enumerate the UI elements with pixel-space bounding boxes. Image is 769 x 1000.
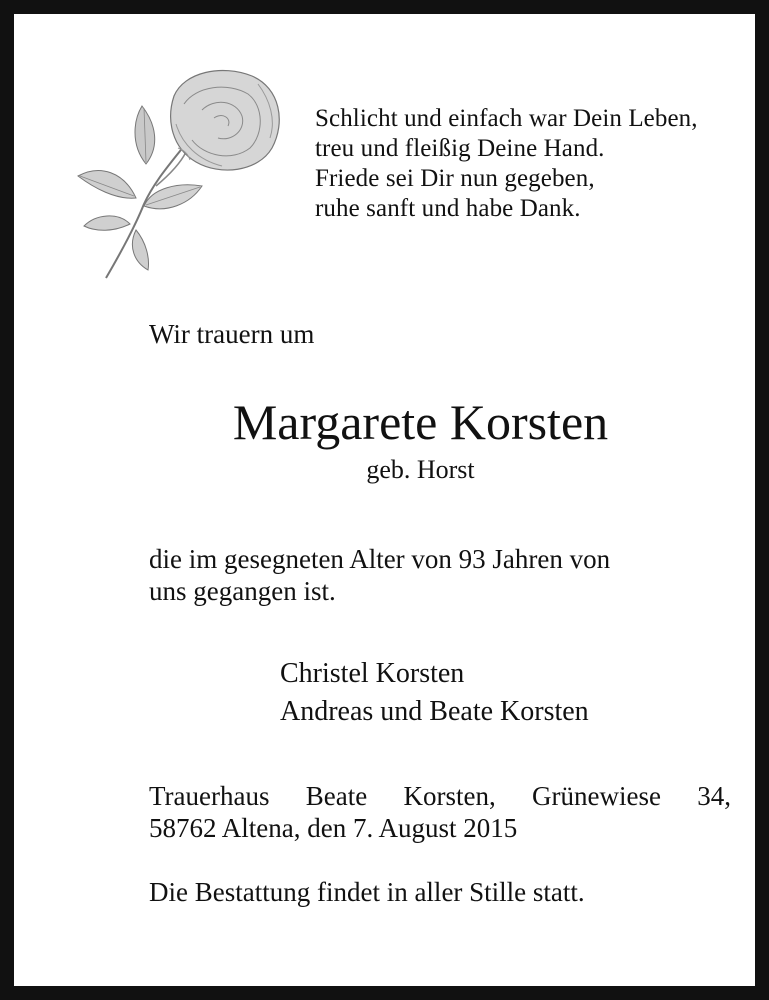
deceased-name: Margarete Korsten [232, 394, 609, 450]
poem-line: ruhe sanft und habe Dank. [315, 195, 581, 222]
rose-icon [72, 64, 287, 282]
mourner-name: Andreas und Beate Korsten [280, 696, 589, 727]
memorial-poem [315, 104, 698, 224]
poem-line: Schlicht und einfach war Dein Leben, [315, 105, 698, 132]
address-line: 58762 Altena, den 7. August 2015 [149, 813, 518, 843]
poem-line: Friede sei Dir nun gegeben, [315, 165, 595, 192]
funeral-note: Die Bestattung findet in aller Stille statt. [149, 877, 585, 907]
notice-line: uns gegangen ist. [149, 576, 336, 606]
address-line: Trauerhaus Beate Korsten, Grünewiese 34, [149, 781, 731, 811]
mourning-house-address [149, 780, 731, 844]
mourner-name: Christel Korsten [280, 658, 465, 689]
age-notice [149, 543, 610, 607]
notice-line: die im gesegneten Alter von 93 Jahren von [149, 544, 611, 574]
poem-line: treu und fleißig Deine Hand. [315, 135, 605, 162]
mourners-list [280, 655, 589, 731]
birth-name: geb. Horst [366, 455, 475, 484]
intro-text: Wir trauern um [149, 319, 315, 349]
